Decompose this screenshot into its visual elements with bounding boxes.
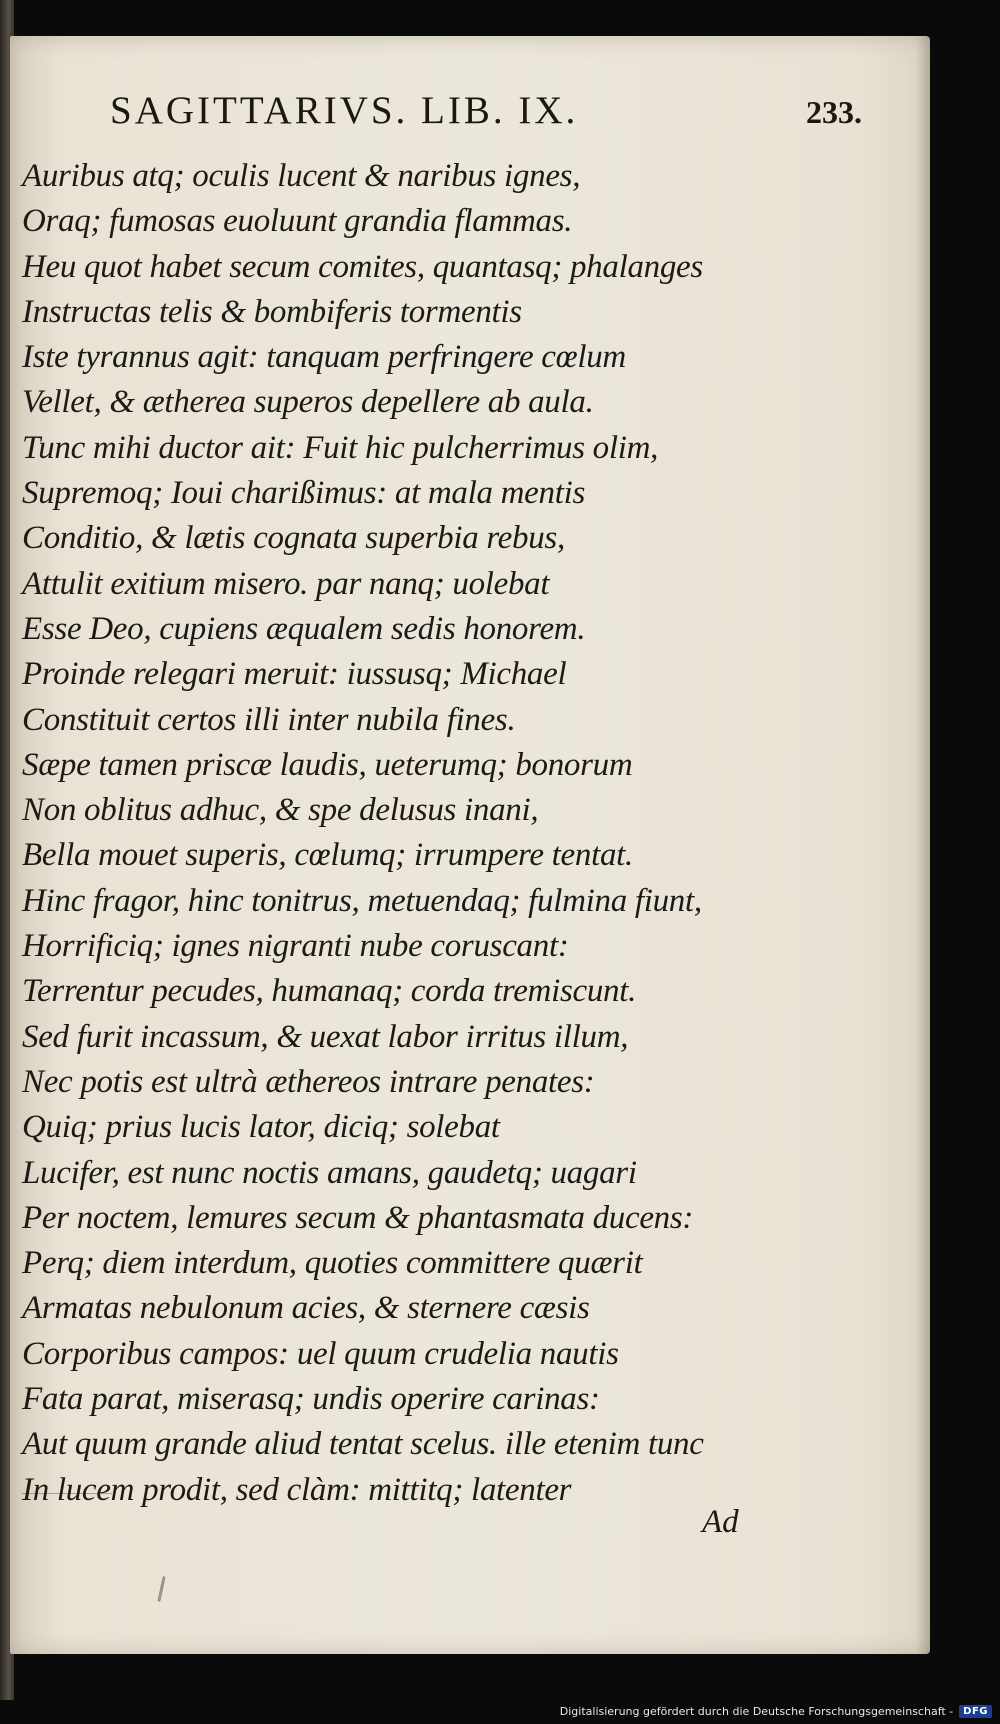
verse-line: Oraq; fumosas euoluunt grandia flammas. (22, 203, 573, 240)
verse-line: Aut quum grande aliud tentat scelus. ille etenim tunc (22, 1426, 704, 1463)
verse-line: Proinde relegari meruit: iussusq; Michael (22, 656, 567, 693)
verse-line: Heu quot habet secum comites, quantasq; phalanges (22, 248, 703, 285)
verse-line: Attulit exitium misero. par nanq; uolebat (22, 565, 550, 602)
verse-line: In lucem prodit, sed clàm: mittitq; latenter (22, 1471, 572, 1508)
ink-blemish (157, 1576, 165, 1602)
verse-line: Fata parat, miserasq; undis operire carinas: (22, 1381, 600, 1418)
verse-line: Armatas nebulonum acies, & sternere cæsis (22, 1290, 590, 1327)
digitization-footer (560, 1702, 992, 1720)
dfg-logo-icon: DFG (959, 1705, 992, 1718)
verse-line: Hinc fragor, hinc tonitrus, metuendaq; fulmina fiunt, (22, 882, 702, 919)
verse-line: Supremoq; Ioui charißimus: at mala mentis (22, 475, 586, 512)
verse-line: Instructas telis & bombiferis tormentis (22, 293, 522, 330)
verse-line: Horrificiq; ignes nigranti nube coruscant: (22, 928, 569, 965)
bottom-rule (22, 1493, 112, 1494)
verse-line: Nec potis est ultrà æthereos intrare penates: (22, 1063, 595, 1100)
catchword: Ad (702, 1504, 739, 1540)
verse-line: Tunc mihi ductor ait: Fuit hic pulcherrimus olim, (22, 429, 659, 466)
verse-line: Terrentur pecudes, humanaq; corda tremiscunt. (22, 973, 637, 1010)
verse-line: Sed furit incassum, & uexat labor irritus illum, (22, 1018, 629, 1055)
book-page (10, 36, 930, 1654)
verse-line: Iste tyrannus agit: tanquam perfringere cœlum (22, 339, 626, 376)
verse-text-block (22, 154, 742, 1513)
verse-line: Vellet, & ætherea superos depellere ab aula. (22, 384, 594, 421)
verse-line: Sæpe tamen priscæ laudis, ueterumq; bonorum (22, 746, 633, 783)
footer-credit: Digitalisierung gefördert durch die Deutsche Forschungsgemeinschaft - (559, 1704, 954, 1718)
verse-line: Perq; diem interdum, quoties committere quærit (22, 1245, 643, 1282)
page-header (100, 88, 890, 148)
running-title: SAGITTARIVS. LIB. IX. (110, 89, 579, 132)
verse-line: Non oblitus adhuc, & spe delusus inani, (22, 792, 539, 829)
verse-line: Quiq; prius lucis lator, diciq; solebat (22, 1109, 500, 1146)
verse-line: Esse Deo, cupiens æqualem sedis honorem. (22, 610, 586, 647)
verse-line: Corporibus campos: uel quum crudelia nautis (22, 1335, 619, 1372)
verse-line: Per noctem, lemures secum & phantasmata ducens: (22, 1199, 694, 1236)
verse-line: Lucifer, est nunc noctis amans, gaudetq; uagari (22, 1154, 637, 1191)
verse-line: Auribus atq; oculis lucent & naribus ignes, (22, 158, 581, 194)
verse-line: Conditio, & lætis cognata superbia rebus, (22, 520, 565, 557)
page-edge-shadow (916, 36, 930, 1654)
verse-line: Bella mouet superis, cœlumq; irrumpere tentat. (22, 837, 633, 874)
verse-line: Constituit certos illi inter nubila fines. (22, 701, 516, 738)
page-number: 233. (806, 94, 862, 130)
